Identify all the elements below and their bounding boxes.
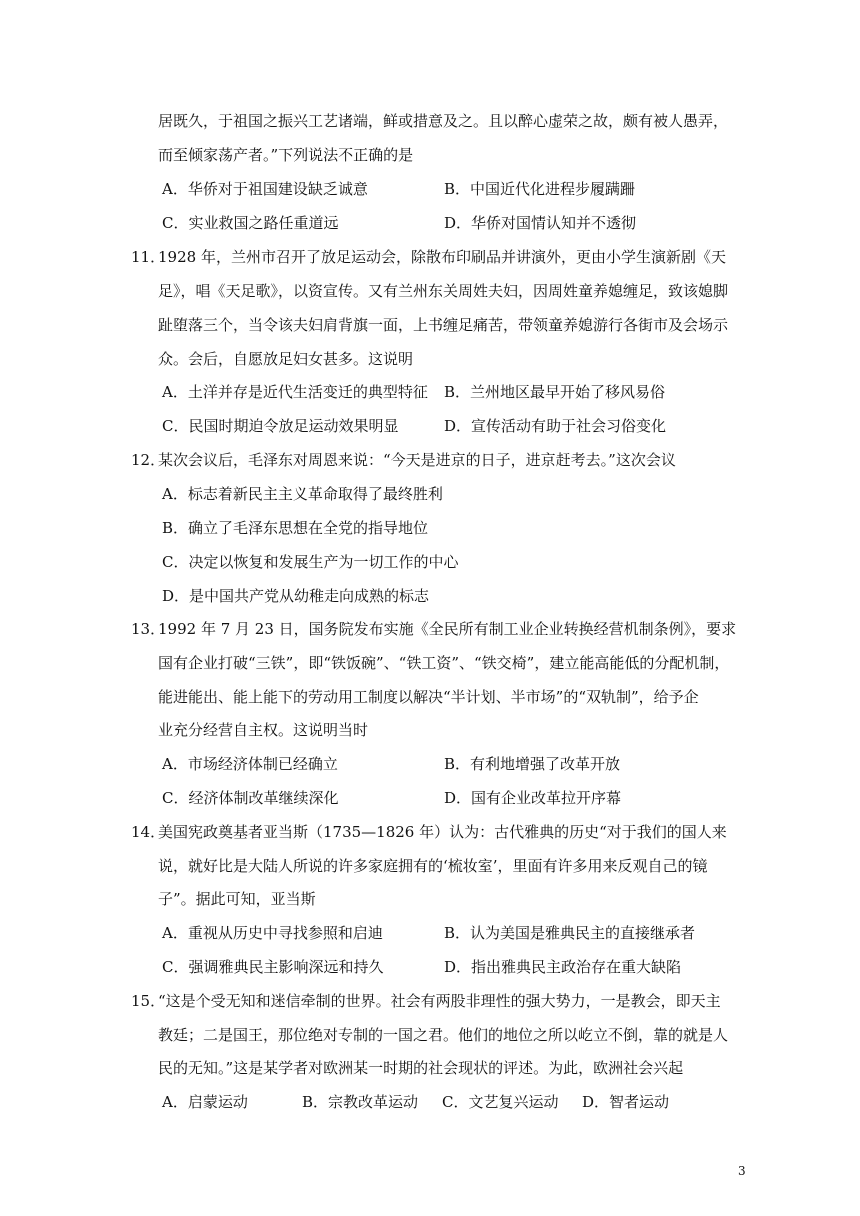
q10-option-c: C．实业救国之路任重道远 bbox=[162, 214, 339, 232]
q13-option-a: A．市场经济体制已经确立 bbox=[162, 755, 338, 773]
q12-option-c: C．决定以恢复和发展生产为一切工作的中心 bbox=[162, 553, 459, 571]
q15-option-d: D．智者运动 bbox=[582, 1093, 670, 1111]
q14-stem-line: 美国宪政奠基者亚当斯（1735—1826 年）认为：古代雅典的历史“对于我们的国人来 bbox=[158, 823, 727, 841]
q13-option-b: B．有利地增强了改革开放 bbox=[444, 755, 621, 773]
q11-stem-line: 趾堕落三个，当令该夫妇肩背旗一面，上书缠足痛苦，带领童养媳游行各街市及会场示 bbox=[158, 316, 729, 334]
q10-option-a: A．华侨对于祖国建设缺乏诚意 bbox=[162, 180, 368, 198]
q13-stem-line: 国有企业打破“三铁”，即“铁饭碗”、“铁工资”、“铁交椅”，建立能高能低的分配机制， bbox=[158, 654, 730, 672]
q12-option-d: D．是中国共产党从幼稚走向成熟的标志 bbox=[162, 587, 430, 605]
q14-stem-line: 子”。据此可知，亚当斯 bbox=[158, 890, 316, 908]
q15-stem-line: 民的无知。”这是某学者对欧洲某一时期的社会现状的评述。为此，欧洲社会兴起 bbox=[158, 1059, 684, 1077]
q14-option-b: B．认为美国是雅典民主的直接继承者 bbox=[444, 924, 696, 942]
q15-stem-line: 教廷；二是国王，那位绝对专制的一国之君。他们的地位之所以屹立不倒，靠的就是人 bbox=[158, 1026, 729, 1044]
q14-option-a: A．重视从历史中寻找参照和启迪 bbox=[162, 924, 383, 942]
q14-stem-line: 说，就好比是大陆人所说的许多家庭拥有的‘梳妆室’，里面有许多用来反观自己的镜 bbox=[158, 857, 708, 875]
q11-stem-line: 足》，唱《天足歌》，以资宣传。又有兰州东关周姓夫妇，因周姓童养媳缠足，致该媳脚 bbox=[158, 282, 729, 300]
q14-option-c: C．强调雅典民主影响深远和持久 bbox=[162, 958, 384, 976]
q13-stem-line: 能进能出、能上能下的劳动用工制度以解决“半计划、半市场”的“双轨制”，给予企 bbox=[158, 688, 699, 706]
q13-stem-line: 1992 年 7 月 23 日，国务院发布实施《全民所有制工业企业转换经营机制条例》，要求 bbox=[158, 620, 737, 638]
q12-number: 12． bbox=[131, 451, 166, 469]
q15-option-a: A．启蒙运动 bbox=[162, 1093, 248, 1111]
q12-option-b: B．确立了毛泽东思想在全党的指导地位 bbox=[162, 519, 429, 537]
q11-stem-line: 1928 年，兰州市召开了放足运动会，除散布印刷品并讲演外，更由小学生演新剧《天 bbox=[158, 248, 726, 266]
q10-option-b: B．中国近代化进程步履蹒跚 bbox=[444, 180, 636, 198]
q13-stem-line: 业充分经营自主权。这说明当时 bbox=[158, 721, 369, 739]
q15-option-c: C．文艺复兴运动 bbox=[442, 1093, 559, 1111]
q10-option-d: D．华侨对国情认知并不透彻 bbox=[444, 214, 637, 232]
q11-option-b: B．兰州地区最早开始了移风易俗 bbox=[444, 383, 666, 401]
page-number: 3 bbox=[738, 1164, 746, 1178]
q10-stem-line: 居既久，于祖国之振兴工艺诸端，鲜或措意及之。且以醉心虚荣之故，颇有被人愚弄， bbox=[158, 112, 729, 130]
q12-stem-line: 某次会议后，毛泽东对周恩来说：“今天是进京的日子，进京赶考去。”这次会议 bbox=[158, 451, 676, 469]
q13-number: 13． bbox=[131, 620, 166, 638]
q15-stem-line: “这是个受无知和迷信牵制的世界。社会有两股非理性的强大势力，一是教会，即天主 bbox=[158, 992, 721, 1010]
q11-stem-line: 众。会后，自愿放足妇女甚多。这说明 bbox=[158, 350, 414, 368]
q11-option-d: D．宣传活动有助于社会习俗变化 bbox=[444, 417, 667, 435]
q14-option-d: D．指出雅典民主政治存在重大缺陷 bbox=[444, 958, 682, 976]
q11-number: 11． bbox=[131, 248, 166, 266]
q13-option-d: D．国有企业改革拉开序幕 bbox=[444, 789, 622, 807]
q10-stem-line: 而至倾家荡产者。”下列说法不正确的是 bbox=[158, 146, 414, 164]
q12-option-a: A．标志着新民主主义革命取得了最终胜利 bbox=[162, 485, 443, 503]
q11-option-c: C．民国时期迫令放足运动效果明显 bbox=[162, 417, 399, 435]
q15-number: 15． bbox=[131, 992, 166, 1010]
q11-option-a: A．土洋并存是近代生活变迁的典型特征 bbox=[162, 383, 428, 401]
q13-option-c: C．经济体制改革继续深化 bbox=[162, 789, 339, 807]
q14-number: 14． bbox=[131, 823, 166, 841]
q15-option-b: B．宗教改革运动 bbox=[302, 1093, 419, 1111]
